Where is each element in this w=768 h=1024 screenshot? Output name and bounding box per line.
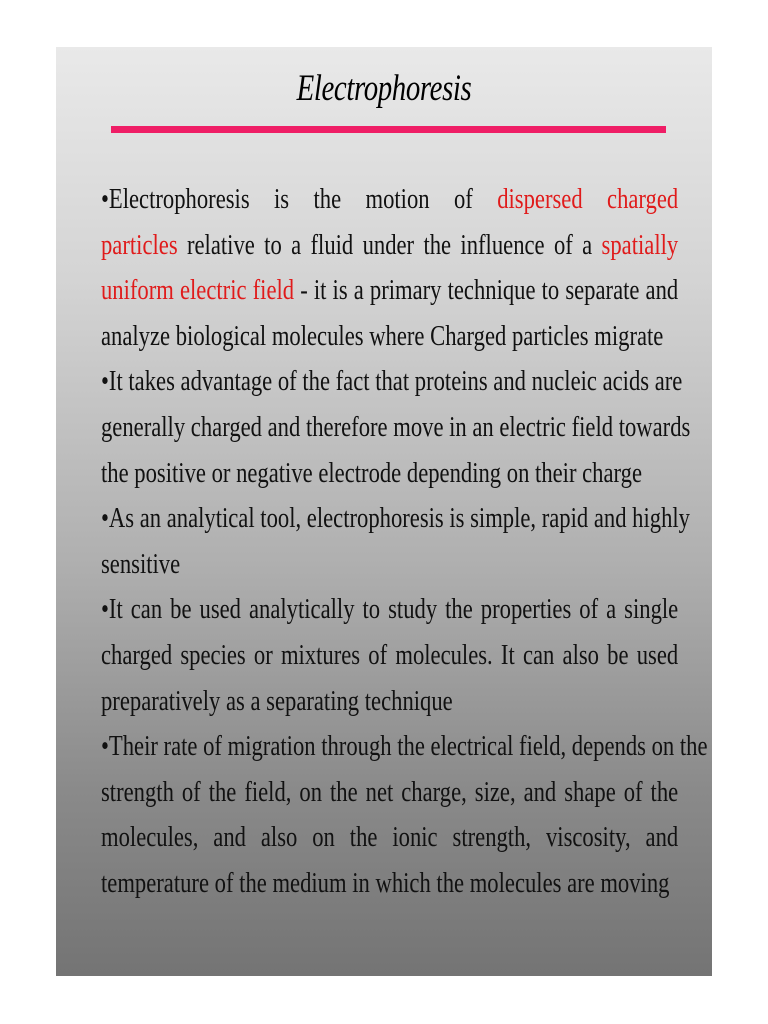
bullet-paragraph [101, 177, 678, 359]
text-segment: charged species or mixtures of molecules. It can also be used [101, 638, 679, 671]
text-line [101, 679, 678, 725]
highlighted-term: particles [101, 228, 178, 261]
text-line [101, 314, 678, 360]
bullet-paragraph [101, 359, 691, 496]
text-segment: strength of the field, on the net charge, size, and shape of the [101, 775, 679, 808]
text-line [101, 223, 678, 269]
text-line [101, 451, 678, 497]
text-segment: relative to a fluid under the influence of a [177, 228, 602, 261]
text-line [101, 861, 678, 907]
text-segment: molecules, and also on the ionic strength, viscosity, and [101, 821, 679, 854]
title-underline [111, 126, 666, 133]
text-segment: generally charged and therefore move in an electric field towards [101, 410, 691, 443]
text-segment: sensitive [101, 547, 181, 580]
text-segment: •Their rate of migration through the electrical field, depends on the [101, 730, 708, 763]
text-segment: •As an analytical tool, electrophoresis is simple, rapid and highly [101, 502, 690, 535]
text-line [101, 633, 678, 679]
highlighted-term: dispersed charged [497, 183, 679, 215]
slide-title: Electrophoresis [296, 68, 472, 109]
highlighted-term: uniform electric field [101, 274, 295, 307]
text-segment: analyze biological molecules where Charged particles migrate [101, 319, 664, 352]
text-segment: temperature of the medium in which the molecules are moving [101, 866, 670, 899]
text-segment: •Electrophoresis is the motion of [101, 183, 498, 215]
slide [56, 47, 712, 976]
slide-body [101, 177, 708, 907]
text-line [101, 587, 678, 633]
text-line [101, 815, 678, 861]
bullet-paragraph [101, 587, 678, 724]
text-line [101, 405, 691, 451]
text-line [101, 542, 678, 588]
text-segment: the positive or negative electrode depending on their charge [101, 456, 643, 489]
text-line [101, 770, 678, 816]
text-segment: preparatively as a separating technique [101, 684, 453, 717]
text-segment: - it is a primary technique to separate and [294, 274, 679, 307]
text-segment: •It can be used analytically to study the properties of a single [101, 593, 679, 626]
text-line [101, 359, 683, 405]
text-line [101, 496, 690, 542]
text-line [101, 177, 678, 223]
text-segment: •It takes advantage of the fact that proteins and nucleic acids are [101, 365, 683, 398]
highlighted-term: spatially [601, 228, 679, 261]
text-line [101, 724, 708, 770]
text-line [101, 268, 678, 314]
bullet-paragraph [101, 496, 690, 587]
bullet-paragraph [101, 724, 708, 906]
